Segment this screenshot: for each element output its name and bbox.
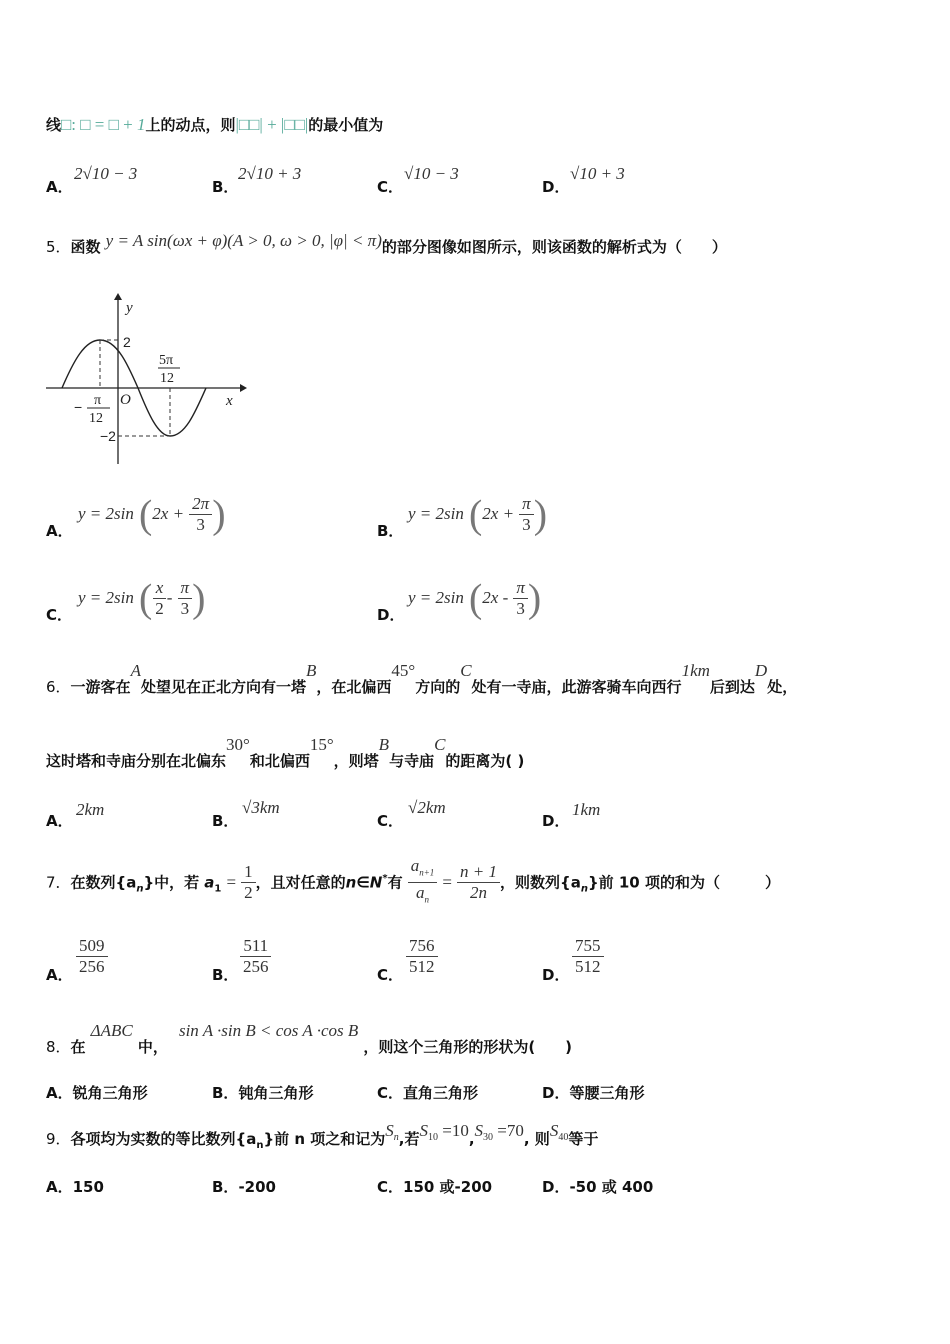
q7-option-a-value: $\frac{509}{256}$ <box>76 936 108 977</box>
right-tick-numerator: 5π <box>159 353 174 368</box>
q7-options <box>46 936 906 986</box>
q4-options <box>46 166 906 196</box>
left-tick-numerator: π <box>94 393 102 408</box>
x-axis-arrow-icon <box>240 384 247 392</box>
q4-suffix: 的最小值为 <box>308 116 384 134</box>
q4-option-b-value: 2√10 + 3 <box>238 164 302 183</box>
q5-stem <box>46 231 727 257</box>
q4-line-equation: □: □ = □ + 1 <box>61 115 146 134</box>
q9-options <box>46 1176 906 1198</box>
q5-number: 5． <box>46 238 71 256</box>
q5-option-b[interactable]: B． <box>377 522 404 540</box>
q6-option-b-value: √3km <box>242 798 280 817</box>
q7-option-c-value: $\frac{756}{512}$ <box>406 936 438 977</box>
q8-options <box>46 1082 906 1104</box>
q9-option-d[interactable]: D．-50 或 400 <box>542 1178 654 1196</box>
q5-sine-graph <box>40 290 250 475</box>
q9-stem: 9．各项均为实数的等比数列$\{a_n\}$前 n 项之和记为$S_n$,若$S_{10} =10,S_{30} =70$, 则$S_{40}$等于 <box>46 1121 599 1152</box>
q5-suffix: 的部分图像如图所示，则该函数的解析式为（ ） <box>381 238 727 256</box>
max-value-label: 2 <box>123 334 131 350</box>
q5-option-c[interactable]: C． <box>46 606 73 624</box>
q8-option-b[interactable]: B．钝角三角形 <box>212 1084 314 1102</box>
q7-option-a[interactable]: A． <box>46 966 73 984</box>
q7-option-d-value: $\frac{755}{512}$ <box>572 936 604 977</box>
q6-stem-line1: 6．一游客在A处望见在正北方向有一塔B，在北偏西45°方向的C处有一寺庙，此游客骑车向西行1km后到达D处， <box>46 661 798 696</box>
q6-option-a-value: 2km <box>76 800 105 819</box>
q4-option-b[interactable]: B． <box>212 178 239 196</box>
q8-stem: 8．在 ΔABC 中， sin A ·sin B < cos A ·cos B ，则这个三角形的形状为( ) <box>46 1021 573 1056</box>
q9-option-a[interactable]: A．150 <box>46 1178 104 1196</box>
q6-options <box>46 800 906 830</box>
q9-option-b[interactable]: B．-200 <box>212 1178 276 1196</box>
right-tick-denominator: 12 <box>160 371 174 386</box>
y-axis-arrow-icon <box>114 293 122 300</box>
q6-stem-line2: 这时塔和寺庙分别在北偏东30°和北偏西15°，则塔B与寺庙C的距离为( ) <box>46 735 525 770</box>
q4-line-prefix: 线 <box>46 116 62 134</box>
q5-function: y = A sin(ωx + φ)(A > 0, ω > 0, |φ| < π) <box>105 231 382 250</box>
q7-option-d[interactable]: D． <box>542 966 570 984</box>
q4-option-a[interactable]: A． <box>46 178 73 196</box>
q5-option-c-expression: y = 2sin ( $\frac{x}{2}$ - $\frac{\pi}{3}$ ) <box>78 575 206 621</box>
q7-option-b-value: $\frac{511}{256}$ <box>240 936 272 977</box>
q4-abs-expression: |□□| + |□□| <box>235 115 309 134</box>
q6-option-d[interactable]: D． <box>542 812 570 830</box>
q6-option-c[interactable]: C． <box>377 812 404 830</box>
q4-option-d[interactable]: D． <box>542 178 570 196</box>
q4-option-d-value: √10 + 3 <box>570 164 625 183</box>
q5-option-d-expression: y = 2sin (2x - $\frac{\pi}{3}$ ) <box>408 575 542 621</box>
q7-stem: 7．在数列$\{a_n\}$中，若 $a_1$ = $\frac{1}{2}$ ，且对任意的n∈N*有 $\frac{a_{n+1}}{a_n}$ = $\frac{n + 1}{2n}$ ，则数列$\{a_n\}$前 10 项的和为（ ） <box>46 856 780 905</box>
q5-option-a-expression: y = 2sin (2x + $\frac{2\pi}{3}$ ) <box>78 491 226 537</box>
q6-option-a[interactable]: A． <box>46 812 73 830</box>
q4-stem <box>46 114 383 135</box>
q9-option-c[interactable]: C．150 或-200 <box>377 1178 493 1196</box>
q4-mid-text: 上的动点，则 <box>145 116 236 134</box>
origin-label: O <box>120 392 131 408</box>
q4-option-a-value: 2√10 − 3 <box>74 164 138 183</box>
q6-option-c-value: √2km <box>408 798 446 817</box>
q5-option-d[interactable]: D． <box>377 606 405 624</box>
left-tick-denominator: 12 <box>89 411 103 426</box>
q6-option-b[interactable]: B． <box>212 812 239 830</box>
q7-option-c[interactable]: C． <box>377 966 404 984</box>
q8-option-d[interactable]: D．等腰三角形 <box>542 1084 645 1102</box>
q5-option-a[interactable]: A． <box>46 522 73 540</box>
left-tick-sign: − <box>74 399 83 415</box>
x-axis-label: x <box>226 393 233 409</box>
q7-option-b[interactable]: B． <box>212 966 239 984</box>
min-value-label: −2 <box>100 428 116 444</box>
q5-prefix: 函数 <box>70 238 101 256</box>
y-axis-label: y <box>126 300 133 316</box>
q4-option-c-value: √10 − 3 <box>404 164 459 183</box>
q5-option-b-expression: y = 2sin (2x + $\frac{\pi}{3}$ ) <box>408 491 548 537</box>
q6-option-d-value: 1km <box>572 800 601 819</box>
q4-option-c[interactable]: C． <box>377 178 404 196</box>
q8-option-c[interactable]: C．直角三角形 <box>377 1084 479 1102</box>
q8-option-a[interactable]: A．锐角三角形 <box>46 1084 148 1102</box>
